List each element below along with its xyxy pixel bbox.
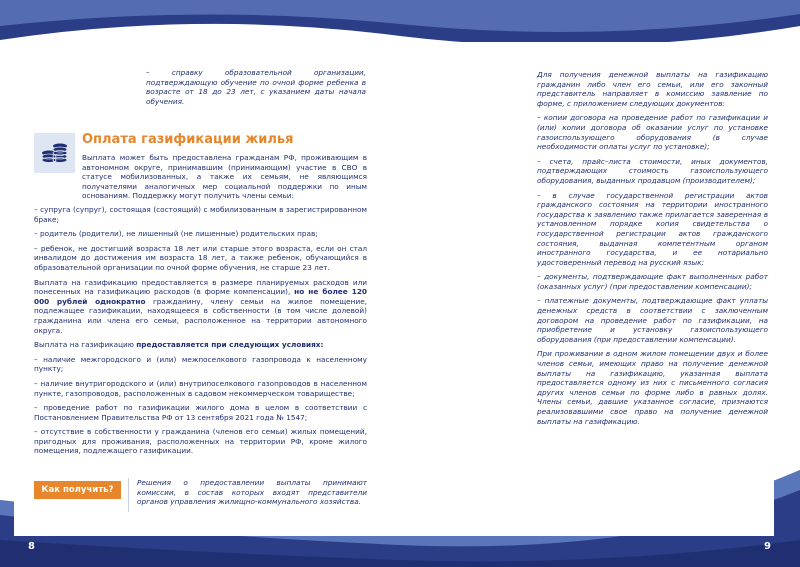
divider [128,478,129,512]
amount-limit: но не более 120 000 рублей однократно [34,287,367,306]
family-item: – родитель (родители), не лишенный (не лишенные) родительских прав; [34,229,318,239]
amount-paragraph [34,278,367,336]
condition-item: – наличие внутригородского и (или) внутрипоселкового газопроводов в населенном пункте, газопроводов, расположенных в садовом некоммерческом товариществе; [34,378,367,398]
coins-icon [34,133,75,173]
condition-item: – проведение работ по газификации жилого дома в целом в соответствии с Постановлением Правительства РФ от 13 сентября 2021 года № 1547; [34,403,367,422]
how-to-get-button[interactable]: Как получить? [34,481,121,499]
section-title: Оплата газификации жилья [82,132,294,147]
family-item: – супруга (супруг), состоящая (состоящий) с мобилизованным в зарегистрированном браке; [34,205,367,224]
right-body [537,70,768,431]
para2-text: Выплата на газификацию предоставляется в размере планируемых расходов или понесенных на газификацию расходов (в форме компенсации), [34,277,367,297]
para2-text-end: гражданину, члену семьи на жилое помещение, подлежащее газификации, находящееся в собственности (в том числе долевой) гражданина или члена его семьи, расположенное на территории автономного округа. [34,296,367,335]
how-text: Решения о предоставлении выплаты принимают комиссии, в состав которых входят представители органов управления жилищно-коммунального хозяйства. [137,478,367,507]
eligibility-paragraph [82,153,367,206]
document-item: – документы, подтверждающие факт выполненных работ (оказанных услуг) (при предоставлении компенсации); [537,272,768,291]
document-item: – счета, прайс–листа стоимости, иных документов, подтверждающих стоимость газоиспользующего оборудования, выданных продавцом (производителем); [537,156,768,185]
conditions-intro [34,340,367,350]
closing-paragraph: При проживании в одном жилом помещении двух и более членов семьи, имеющих право на получение денежной выплаты на газификацию, указанная выплата предоставляется одному из них с письменного согласия других членов семьи по форме либо в равных долях. Члены семьи, давшие указанное согласие, признаются реализовавшими свое право на получение денежной выплаты на газификацию. [537,349,768,426]
document-item: – платежные документы, подтверждающие факт уплаты денежных средств в соответствии с заключенным договором на проведение работ по газификации, на приобретение и установку газоиспользующего оборудования (при предоставлении компенсации). [537,296,768,344]
document-item: – копии договора на проведение работ по газификации и (или) копии договора об оказании услуг по установке газоиспользующего оборудования (в случае необходимости оплаты услуг по установке); [537,113,768,152]
page-number-right: 9 [764,541,771,552]
intro-text: – справку образовательной организации, подтверждающую обучение по очной форме ребенка в возрасте от 18 до 23 лет, с указанием даты начала обучения. [146,68,366,106]
cond-intro-text: Выплата на газификацию [34,340,137,350]
para1-text: Выплата может быть предоставлена гражданам РФ, проживающим в автономном округе, принимавшим (принимающим) участие в СВО в статусе мобилизованных, а также их семьям, не являющимся получателями аналогичных мер социальной поддержки по иным основаниям. Поддержку могут получить члены семьи: [82,153,367,201]
document-item: – в случае государственной регистрации актов гражданского состояния на территории иностранного государства к заявлению также прилагается заверенная в установленном порядке копия свидетельства о государственной регистрации актов гражданского состояния, выданная компетентным органом иностранного государства, и ее нотариально удостоверенный перевод на русский язык; [537,190,768,267]
intro-item [146,68,366,111]
condition-item: – отсутствие в собственности у гражданина (членов его семьи) жилых помещений, пригодных для проживания, расположенных на территории РФ, кроме жилого помещения, подлежащего газификации. [34,427,367,456]
page-number-left: 8 [28,541,35,552]
how-to-get-text [137,478,367,512]
condition-item: – наличие межгородского и (или) межпоселкового газопровода к населенному пункту; [34,354,367,374]
section-icon-box [34,133,75,173]
left-body [34,205,367,461]
documents-intro: Для получения денежной выплаты на газификацию гражданин либо член его семьи, или его законный представитель направляет в комиссию заявление по форме, с приложением следующих документов: [537,70,768,108]
cond-intro-bold: предоставляется при следующих условиях: [136,340,324,350]
family-item: – ребенок, не достигший возраста 18 лет или старше этого возраста, если он стал инвалидом до достижения им возраста 18 лет, а также ребенок, обучающийся в образовательной организации по очной форме обучения, не старше 23 лет. [34,243,367,272]
